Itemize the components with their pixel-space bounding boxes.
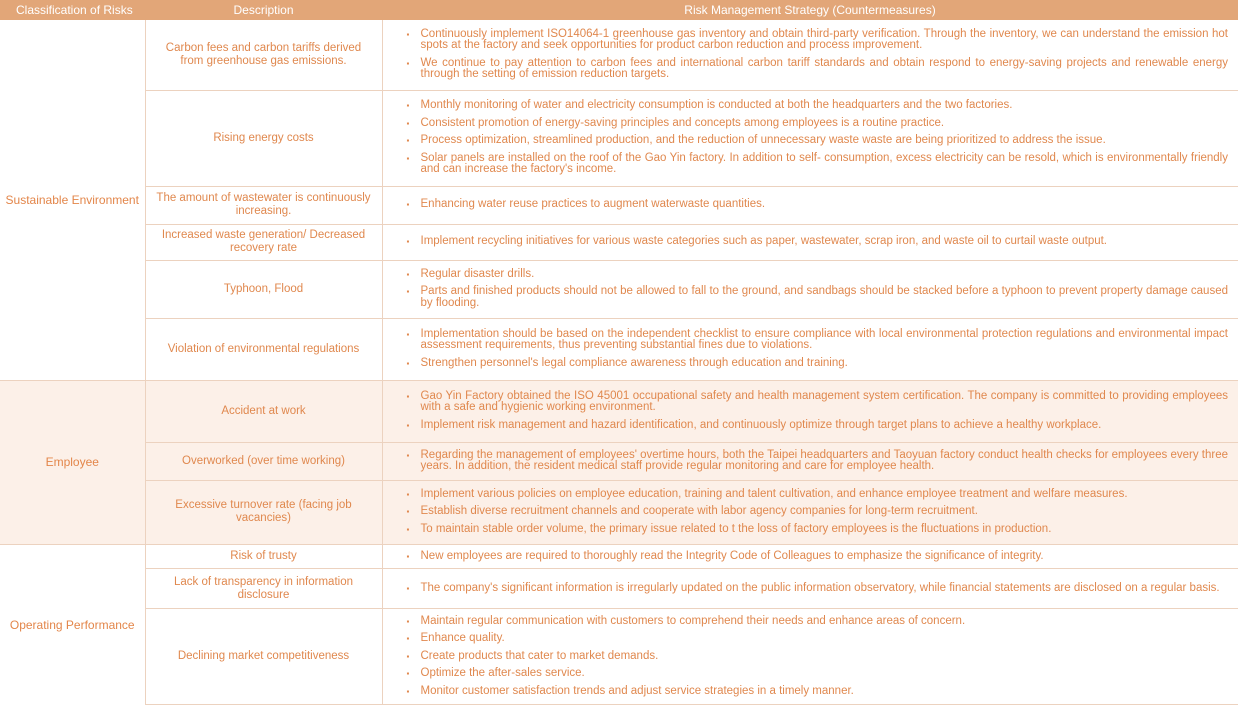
risk-description: The amount of wastewater is continuously increasing. xyxy=(145,186,382,224)
strategy-item: ▪ Implement recycling initiatives for various waste categories such as paper, wastewater, scrap iron, and waste oil to curtail waste output. xyxy=(407,236,1229,248)
strategy-item: ▪ To maintain stable order volume, the primary issue related to t the loss of factory employees is the fluctuations in production. xyxy=(407,524,1229,536)
category-sustainable-environment: Sustainable Environment xyxy=(0,20,145,380)
table-row xyxy=(0,380,1238,442)
strategy-item: ▪ Enhance quality. xyxy=(407,633,1229,645)
risk-description: Declining market competitiveness xyxy=(145,609,382,705)
strategy-list xyxy=(407,450,1229,473)
strategy-list xyxy=(407,551,1229,563)
strategy-item: ▪ Monitor customer satisfaction trends and adjust service strategies in a timely manner. xyxy=(407,686,1229,698)
table-row xyxy=(0,224,1238,260)
strategy-cell xyxy=(382,90,1238,186)
strategy-item: ▪ The company's significant information is irregularly updated on the public information observatory, while financial statements are disclosed on a regular basis. xyxy=(407,583,1229,595)
strategy-cell xyxy=(382,318,1238,380)
risk-description: Increased waste generation/ Decreased recovery rate xyxy=(145,224,382,260)
table-row xyxy=(0,90,1238,186)
strategy-item: ▪ Monthly monitoring of water and electricity consumption is conducted at both the headquarters and the two factories. xyxy=(407,100,1229,112)
strategy-list xyxy=(407,616,1229,698)
risk-description: Lack of transparency in information disclosure xyxy=(145,569,382,609)
table-row xyxy=(0,609,1238,705)
strategy-list xyxy=(407,329,1229,370)
category-operating-performance: Operating Performance xyxy=(0,544,145,705)
strategy-item: ▪ Continuously implement ISO14064-1 greenhouse gas inventory and obtain third-party verification. Through the inventory, we can understand the emission hot spots at the factory and seek opportunities for product carbon reduction and process improvement. xyxy=(407,29,1229,52)
strategy-item: ▪ Implement various policies on employee education, training and talent cultivation, and enhance employee treatment and welfare measures. xyxy=(407,489,1229,501)
strategy-item: ▪ Regarding the management of employees' overtime hours, both the Taipei headquarters and Taoyuan factory conduct health checks for employees every three years. In addition, the resident medical staff provide regular monitoring and care for employee health. xyxy=(407,450,1229,473)
strategy-list xyxy=(407,100,1229,176)
strategy-item: ▪ Enhancing water reuse practices to augment waterwaste quantities. xyxy=(407,199,1229,211)
strategy-item: ▪ New employees are required to thoroughly read the Integrity Code of Colleagues to emphasize the significance of integrity. xyxy=(407,551,1229,563)
strategy-cell xyxy=(382,544,1238,569)
table-row xyxy=(0,186,1238,224)
table-row xyxy=(0,480,1238,544)
strategy-cell xyxy=(382,569,1238,609)
strategy-list xyxy=(407,199,1229,211)
strategy-item: ▪ Parts and finished products should not be allowed to fall to the ground, and sandbags should be stacked before a typhoon to prevent property damage caused by flooding. xyxy=(407,286,1229,309)
strategy-item: ▪ Solar panels are installed on the roof of the Gao Yin factory. In addition to self- consumption, excess electricity can be resold, which is environmentally friendly and can increase the factory's income. xyxy=(407,153,1229,176)
strategy-cell xyxy=(382,380,1238,442)
strategy-cell xyxy=(382,186,1238,224)
strategy-item: ▪ Optimize the after-sales service. xyxy=(407,668,1229,680)
strategy-item: ▪ Maintain regular communication with customers to comprehend their needs and enhance areas of concern. xyxy=(407,616,1229,628)
table-row xyxy=(0,442,1238,480)
risk-description: Accident at work xyxy=(145,380,382,442)
strategy-item: ▪ Regular disaster drills. xyxy=(407,269,1229,281)
strategy-item: ▪ Gao Yin Factory obtained the ISO 45001 occupational safety and health management system certification. The company is committed to providing employees with a safe and hygienic working environment. xyxy=(407,391,1229,414)
strategy-cell xyxy=(382,609,1238,705)
risk-description: Excessive turnover rate (facing job vacancies) xyxy=(145,480,382,544)
strategy-item: ▪ Establish diverse recruitment channels and cooperate with labor agency companies for long-term recruitment. xyxy=(407,506,1229,518)
table-row xyxy=(0,544,1238,569)
header-strategy: Risk Management Strategy (Countermeasures) xyxy=(382,0,1238,20)
strategy-list xyxy=(407,236,1229,248)
strategy-list xyxy=(407,269,1229,310)
strategy-cell xyxy=(382,442,1238,480)
header-description: Description xyxy=(145,0,382,20)
strategy-item: ▪ Consistent promotion of energy-saving principles and concepts among employees is a routine practice. xyxy=(407,118,1229,130)
table-row xyxy=(0,569,1238,609)
strategy-item: ▪ Process optimization, streamlined production, and the reduction of unnecessary waste waste are being prioritized to address the issue. xyxy=(407,135,1229,147)
risk-description: Risk of trusty xyxy=(145,544,382,569)
strategy-cell xyxy=(382,224,1238,260)
risk-description: Carbon fees and carbon tariffs derived from greenhouse gas emissions. xyxy=(145,20,382,90)
risk-description: Rising energy costs xyxy=(145,90,382,186)
strategy-list xyxy=(407,489,1229,536)
table-row xyxy=(0,260,1238,318)
table-row xyxy=(0,20,1238,90)
strategy-item: ▪ Create products that cater to market demands. xyxy=(407,651,1229,663)
strategy-cell xyxy=(382,20,1238,90)
risk-description: Typhoon, Flood xyxy=(145,260,382,318)
strategy-cell xyxy=(382,480,1238,544)
strategy-item: ▪ Implementation should be based on the independent checklist to ensure compliance with local environmental protection regulations and environmental impact assessment requirements, thus preventing substantial fines due to violations. xyxy=(407,329,1229,352)
header-classification: Classification of Risks xyxy=(0,0,145,20)
risk-description: Violation of environmental regulations xyxy=(145,318,382,380)
strategy-item: ▪ Strengthen personnel's legal compliance awareness through education and training. xyxy=(407,358,1229,370)
risk-description: Overworked (over time working) xyxy=(145,442,382,480)
category-employee: Employee xyxy=(0,380,145,544)
strategy-cell xyxy=(382,260,1238,318)
table-row xyxy=(0,318,1238,380)
table-header-row xyxy=(0,0,1238,20)
strategy-item: ▪ Implement risk management and hazard identification, and continuously optimize through target plans to achieve a healthy workplace. xyxy=(407,420,1229,432)
strategy-list xyxy=(407,29,1229,81)
strategy-item: ▪ We continue to pay attention to carbon fees and international carbon tariff standards and obtain respond to energy-saving projects and renewable energy through the setting of emission reduction targets. xyxy=(407,58,1229,81)
strategy-list xyxy=(407,391,1229,432)
strategy-list xyxy=(407,583,1229,595)
